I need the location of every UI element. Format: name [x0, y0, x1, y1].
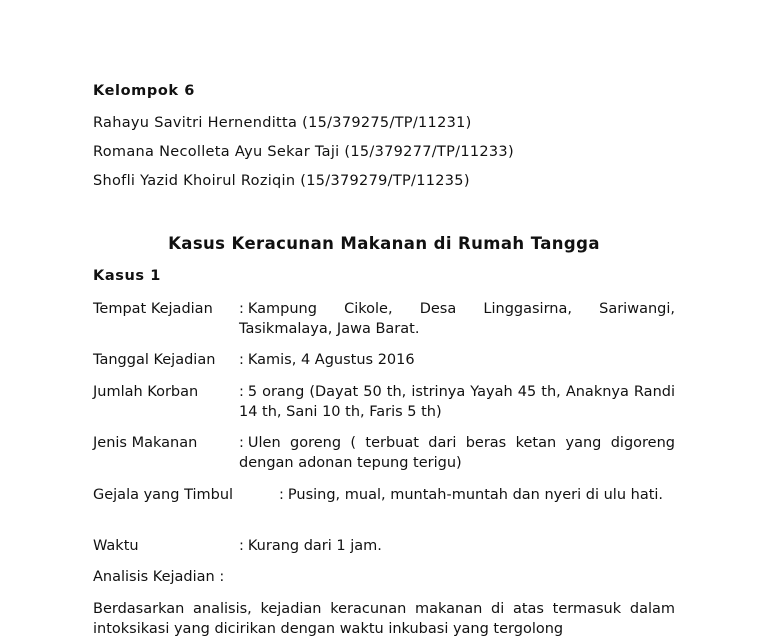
field-label: Tempat Kejadian: [93, 301, 213, 317]
field-label: Jumlah Korban: [93, 384, 199, 400]
field-value: : Kampung Cikole, Desa Linggasirna, Sariwangi, Tasikmalaya, Jawa Barat.: [239, 301, 675, 337]
field-value: : Ulen goreng ( terbuat dari beras ketan yang digoreng dengan adonan tepung terigu): [239, 435, 675, 471]
field-label: Jenis Makanan: [93, 435, 198, 451]
analysis-heading: Analisis Kejadian :: [93, 569, 225, 585]
document-title: Kasus Keracunan Makanan di Rumah Tangga: [168, 234, 600, 253]
member-1: Rahayu Savitri Hernenditta (15/379275/TP/11231): [93, 115, 472, 131]
field-value: : 5 orang (Dayat 50 th, istrinya Yayah 45 th, Anaknya Randi 14 th, Sani 10 th, Faris 5 th): [239, 384, 675, 420]
document-page: [93, 0, 675, 637]
field-value: : Kurang dari 1 jam.: [239, 538, 382, 554]
field-label: Gejala yang Timbul: [93, 487, 234, 503]
field-value: : Pusing, mual, muntah-muntah dan nyeri di ulu hati.: [279, 487, 664, 503]
field-value: : Kamis, 4 Agustus 2016: [239, 352, 415, 368]
analysis-paragraph: Berdasarkan analisis, kejadian keracunan makanan di atas termasuk dalam intoksikasi yang dicirikan dengan waktu inkubasi yang tergolong: [93, 601, 675, 637]
member-2: Romana Necolleta Ayu Sekar Taji (15/379277/TP/11233): [93, 144, 514, 160]
case-heading: Kasus 1: [93, 268, 161, 284]
field-label: Tanggal Kejadian: [93, 352, 216, 368]
group-heading: Kelompok 6: [93, 83, 195, 99]
field-label: Waktu: [93, 538, 139, 554]
member-3: Shofli Yazid Khoirul Roziqin (15/379279/TP/11235): [93, 173, 470, 189]
